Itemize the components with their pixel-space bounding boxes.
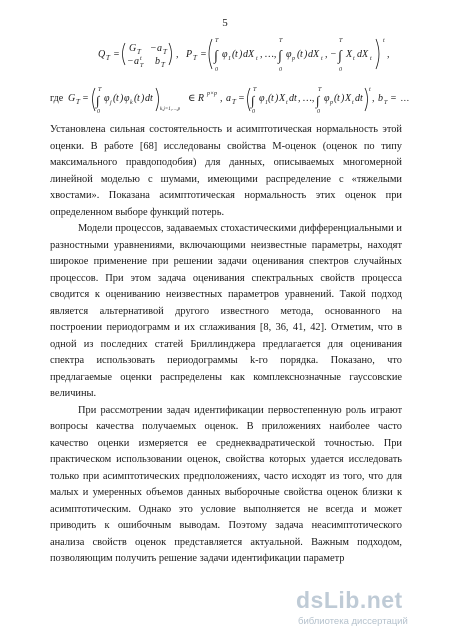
svg-text:k,j=1,…,p: k,j=1,…,p (160, 107, 181, 112)
svg-text:dt: dt (355, 93, 363, 104)
svg-text:t: t (235, 49, 238, 60)
svg-text:0: 0 (252, 109, 255, 115)
svg-text:t: t (271, 93, 274, 104)
svg-text:,: , (176, 49, 179, 60)
svg-text:dt: dt (289, 93, 297, 104)
svg-text:dX: dX (243, 49, 255, 60)
svg-text:0: 0 (97, 109, 100, 115)
svg-text:j: j (110, 100, 112, 106)
formula-line-2 (50, 84, 410, 119)
svg-text:t: t (256, 56, 258, 62)
watermark-subtitle: библиотека диссертаций (298, 616, 408, 627)
svg-text:(: ( (134, 93, 138, 104)
svg-text:): ) (341, 93, 345, 104)
svg-text:(: ( (232, 49, 236, 60)
svg-text:∫: ∫ (338, 49, 342, 64)
svg-text:∫: ∫ (278, 49, 282, 64)
paragraph-1: Установлена сильная состоятельность и асимптотическая нормальность этой оценки. В работе [68] исследованы свойства M-оценок (оценок по типу максимального правдоподобия) для данных, описываемых многомерной линейной моделью с шумами, имеющими распределение с «тяжелыми хвостами». Показана асимптотическая нормальность этих оценок при определенном выборе функций потерь. (50, 124, 402, 218)
svg-text:,: , (220, 93, 223, 104)
page-number: 5 (222, 17, 228, 29)
svg-text:t: t (383, 38, 385, 44)
svg-text:T: T (253, 87, 257, 93)
svg-text:a: a (157, 43, 162, 54)
svg-text:, …,: , …, (260, 49, 277, 60)
svg-text:∫: ∫ (251, 93, 255, 108)
svg-text:,: , (372, 93, 375, 104)
svg-text:T: T (232, 98, 236, 106)
svg-text:a: a (226, 93, 231, 104)
paragraph-2: Модели процессов, задаваемых стохастическими дифференциальными и разностными уравнениями, включающими неизвестные параметры, находят широкое применение при решении задачи оценивания спектров случайных процессов. При этом задача оценивания спектральных свойств процесса сводится к оцениванию неизвестных параметров уравнений. Такой подход является альтернативой другого известного метода, основанного на построении периодограмм и их сглаживания [8, 36, 41, 42]. Отметим, что в одной из последних статей Бриллинджера предлагается для оценивания спектра использовать периодограммы k-го порядка. Показано, что предлагаемые оценки распределены как комплекснозначные гауссовские величины. (50, 223, 402, 399)
svg-text:Q: Q (98, 49, 106, 60)
svg-text:t: t (116, 93, 119, 104)
svg-text:φ: φ (286, 49, 292, 60)
svg-text:t: t (353, 56, 355, 62)
formula-line-1 (98, 33, 398, 78)
svg-text:1: 1 (265, 100, 268, 106)
svg-text:T: T (215, 38, 219, 44)
formula-qt-pt (98, 33, 398, 75)
svg-text:0: 0 (279, 67, 282, 73)
watermark (296, 587, 436, 631)
svg-text:0: 0 (215, 67, 218, 73)
svg-text:): ) (239, 49, 243, 60)
svg-text:φ: φ (259, 93, 265, 104)
svg-text:T: T (137, 48, 141, 56)
svg-text:dX: dX (357, 49, 369, 60)
svg-text:φ: φ (104, 93, 110, 104)
svg-text:b: b (155, 56, 160, 67)
svg-text:): ) (275, 93, 279, 104)
svg-text:t: t (370, 56, 372, 62)
svg-text:∫: ∫ (214, 49, 218, 64)
svg-text:): ) (304, 49, 308, 60)
svg-text:t: t (286, 100, 288, 106)
svg-text:T: T (161, 61, 165, 69)
svg-text:G: G (129, 43, 137, 54)
svg-text:t: t (337, 93, 340, 104)
svg-text:X: X (345, 93, 352, 104)
svg-text:(: ( (113, 93, 117, 104)
svg-text:): ) (141, 93, 145, 104)
svg-text:∫: ∫ (316, 93, 320, 108)
svg-text:φ: φ (124, 93, 130, 104)
svg-text:T: T (339, 38, 343, 44)
svg-text:p×p: p×p (207, 91, 218, 97)
svg-text:): ) (120, 93, 124, 104)
svg-text:X: X (279, 93, 286, 104)
svg-text:(: ( (297, 49, 301, 60)
svg-text:T: T (384, 100, 388, 106)
svg-text:t: t (137, 93, 140, 104)
formula-gt-at-bt (50, 84, 410, 116)
svg-text:P: P (186, 49, 193, 60)
svg-text:=: = (200, 49, 207, 60)
svg-text:(: ( (334, 93, 338, 104)
svg-text:1: 1 (228, 56, 231, 62)
svg-text:(: ( (268, 93, 272, 104)
svg-text:T: T (98, 87, 102, 93)
svg-text:t: t (140, 56, 142, 62)
svg-text:b: b (378, 93, 383, 104)
svg-text:∈ R: ∈ R (188, 93, 205, 104)
svg-text:T: T (279, 38, 283, 44)
svg-text:p: p (292, 56, 295, 62)
svg-text:a: a (134, 56, 139, 67)
svg-text:X: X (346, 49, 353, 60)
svg-text:t: t (300, 49, 303, 60)
paragraph-3: При рассмотрении задач идентификации первостепенную роль играют вопросы качества получаемых оценок. В приложениях наиболее часто качество оценки измеряется ее среднеквадратической точностью. При практическом использовании оценок, свойства которых удается исследовать только при асимптотических предположениях, часто исходят из того, что для малых и умеренных объемов данных выборочные свойства оценок близки к асимптотическим. Однако это условие выполняется не всегда и может приводить к ошибочным выводам. Поэтому задача неасимптотического анализа свойств оценок представляется актуальной. Важным подходом, позволяющим получить решение задачи идентификации параметр (50, 404, 402, 564)
svg-text:T: T (193, 54, 197, 62)
svg-text:T: T (163, 48, 167, 56)
svg-text:T: T (76, 98, 80, 106)
svg-text:0: 0 (339, 67, 342, 73)
svg-text:, …,: , …, (298, 93, 315, 104)
svg-text:=: = (82, 93, 89, 104)
svg-text:k: k (130, 100, 133, 106)
svg-text:=: = (390, 93, 397, 104)
svg-text:∫: ∫ (96, 93, 100, 108)
svg-text:−: − (127, 56, 134, 67)
svg-text:−: − (150, 43, 157, 54)
svg-text:,: , (387, 49, 390, 60)
svg-text:=: = (238, 93, 245, 104)
svg-text:, −: , − (325, 49, 337, 60)
svg-text:=: = (113, 49, 120, 60)
svg-text:G: G (68, 93, 76, 104)
svg-text:T: T (318, 87, 322, 93)
svg-text:φ: φ (324, 93, 330, 104)
svg-text:0: 0 (317, 109, 320, 115)
svg-text:T: T (140, 63, 144, 69)
svg-text:T: T (106, 54, 110, 62)
svg-text:p: p (330, 100, 333, 106)
body-text (50, 122, 402, 568)
svg-text:t: t (369, 87, 371, 93)
svg-text:φ: φ (222, 49, 228, 60)
svg-text:t: t (352, 100, 354, 106)
svg-text:…: … (401, 93, 410, 103)
watermark-logo: dsLib.net (296, 587, 403, 613)
svg-text:где: где (50, 93, 64, 104)
svg-text:dX: dX (308, 49, 320, 60)
svg-text:dt: dt (145, 93, 153, 104)
svg-text:t: t (321, 56, 323, 62)
